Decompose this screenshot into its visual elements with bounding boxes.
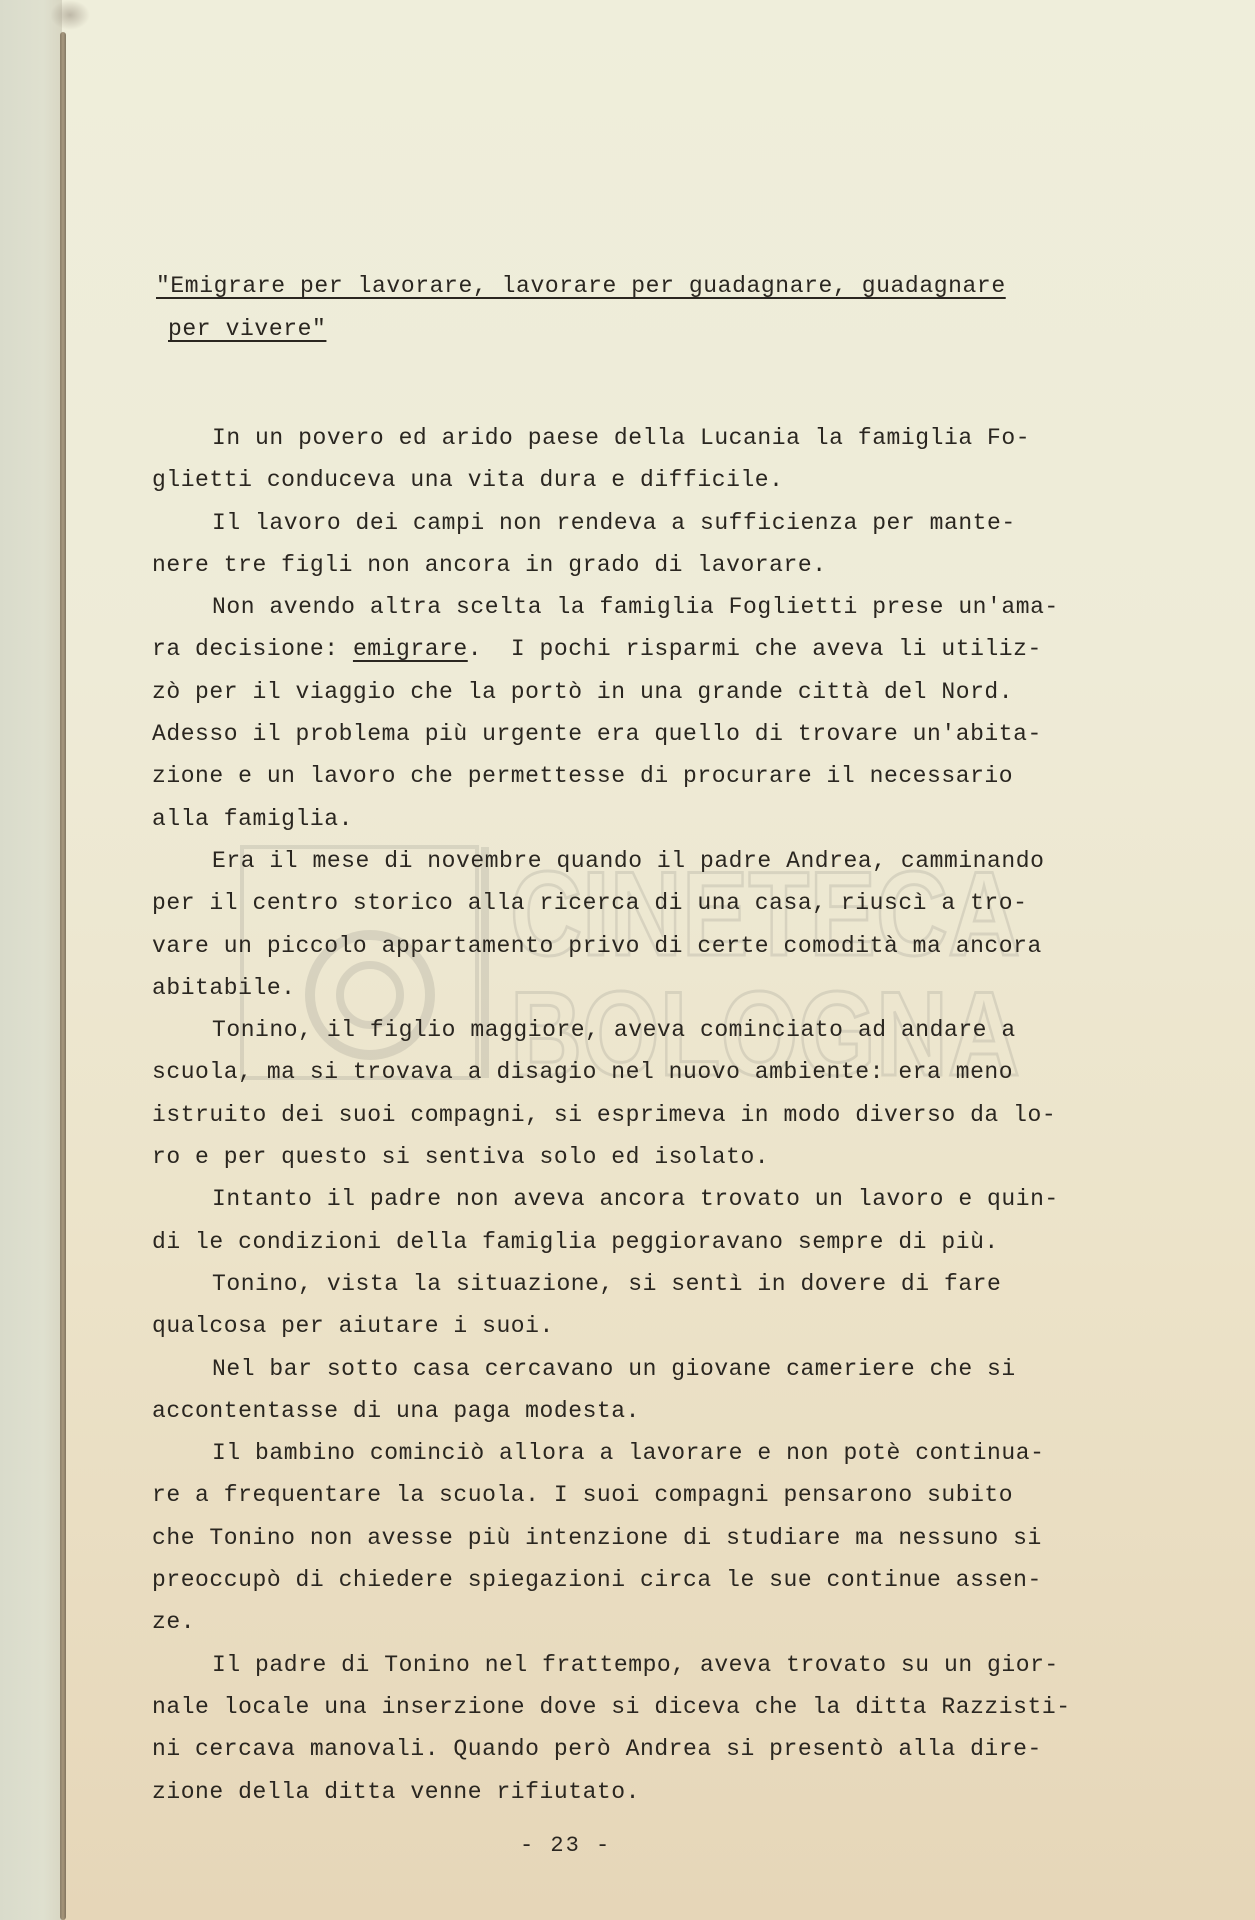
text-line: Tonino, il figlio maggiore, aveva cominciato ad andare a [212,1017,1016,1044]
text-line: Tonino, vista la situazione, si sentì in dovere di fare [212,1270,1002,1297]
paragraph [152,1348,1092,1433]
paragraph [152,1263,1092,1348]
text-line: Il padre di Tonino nel frattempo, aveva trovato su un gior- [212,1651,1059,1678]
page-left-margin-strip [0,0,62,1920]
text-line: ro e per questo si sentiva solo ed isolato. [152,1144,770,1171]
text-line: zò per il viaggio che la portò in una grande città del Nord. [152,678,1014,705]
typewritten-page [152,265,1092,1813]
text-line: istruito dei suoi compagni, si esprimeva in modo diverso da lo- [152,1101,1057,1128]
text-line: abitabile. [152,974,296,1001]
binding-edge [60,32,66,1920]
text-line: Non avendo altra scelta la famiglia Foglietti prese un'ama- [212,594,1059,621]
text-line: che Tonino non avesse più intenzione di studiare ma nessuno si [152,1524,1042,1551]
title-line-1: "Emigrare per lavorare, lavorare per guadagnare, guadagnare [156,273,1006,299]
text-line: zione della ditta venne rifiutato. [152,1778,640,1805]
binding-shadow [50,0,90,30]
text-line: Il bambino cominciò allora a lavorare e non potè continua- [212,1440,1045,1467]
underlined-word: emigrare [352,636,468,663]
body-text [152,417,1092,1813]
text-line: nale locale una inserzione dove si diceva che la ditta Razzisti- [152,1693,1071,1720]
text-line: accontentasse di una paga modesta. [152,1397,640,1424]
paragraph [152,840,1092,1009]
text-line: Il lavoro dei campi non rendeva a sufficienza per mante- [212,509,1016,536]
text-line: ze. [152,1609,196,1636]
text-line: preoccupò di chiedere spiegazioni circa le sue continue assen- [152,1567,1042,1594]
paragraph [152,1432,1092,1643]
title-line-2: per vivere" [168,316,327,342]
paragraph [152,502,1092,587]
text-line: re a frequentare la scuola. I suoi compagni pensarono subito [152,1482,1014,1509]
text-line: scuola, ma si trovava a disagio nel nuovo ambiente: era meno [152,1059,1014,1086]
text-segment: . I pochi risparmi che aveva li utiliz- [467,636,1042,663]
text-line [152,628,1092,670]
watermark-text-cineteca: CINETECA [510,847,1020,981]
page-title [156,265,1036,351]
page-number: - 23 - [520,1833,612,1858]
text-line: Era il mese di novembre quando il padre Andrea, camminando [212,847,1045,874]
paragraph [152,417,1092,502]
text-line: Nel bar sotto casa cercavano un giovane cameriere che si [212,1355,1016,1382]
text-line: nere tre figli non ancora in grado di lavorare. [152,551,827,578]
text-line: zione e un lavoro che permettesse di procurare il necessario [152,763,1014,790]
text-line: qualcosa per aiutare i suoi. [152,1313,554,1340]
paragraph [152,1644,1092,1813]
text-line: vare un piccolo appartamento privo di certe comodità ma ancora [152,932,1042,959]
text-line: ni cercava manovali. Quando però Andrea si presentò alla dire- [152,1736,1042,1763]
text-line: Intanto il padre non aveva ancora trovato un lavoro e quin- [212,1186,1059,1213]
paragraph [152,1178,1092,1263]
text-line: alla famiglia. [152,805,353,832]
paragraph [152,586,1092,840]
text-line: per il centro storico alla ricerca di una casa, riuscì a tro- [152,890,1028,917]
text-segment: ra decisione: [152,636,353,663]
text-line: di le condizioni della famiglia peggioravano sempre di più. [152,1228,999,1255]
text-line: Adesso il problema più urgente era quello di trovare un'abita- [152,721,1042,748]
paragraph [152,1009,1092,1178]
watermark-text-bologna: BOLOGNA [510,967,1020,1080]
text-line: In un povero ed arido paese della Lucania la famiglia Fo- [212,425,1031,451]
text-line: glietti conduceva una vita dura e difficile. [152,467,784,494]
